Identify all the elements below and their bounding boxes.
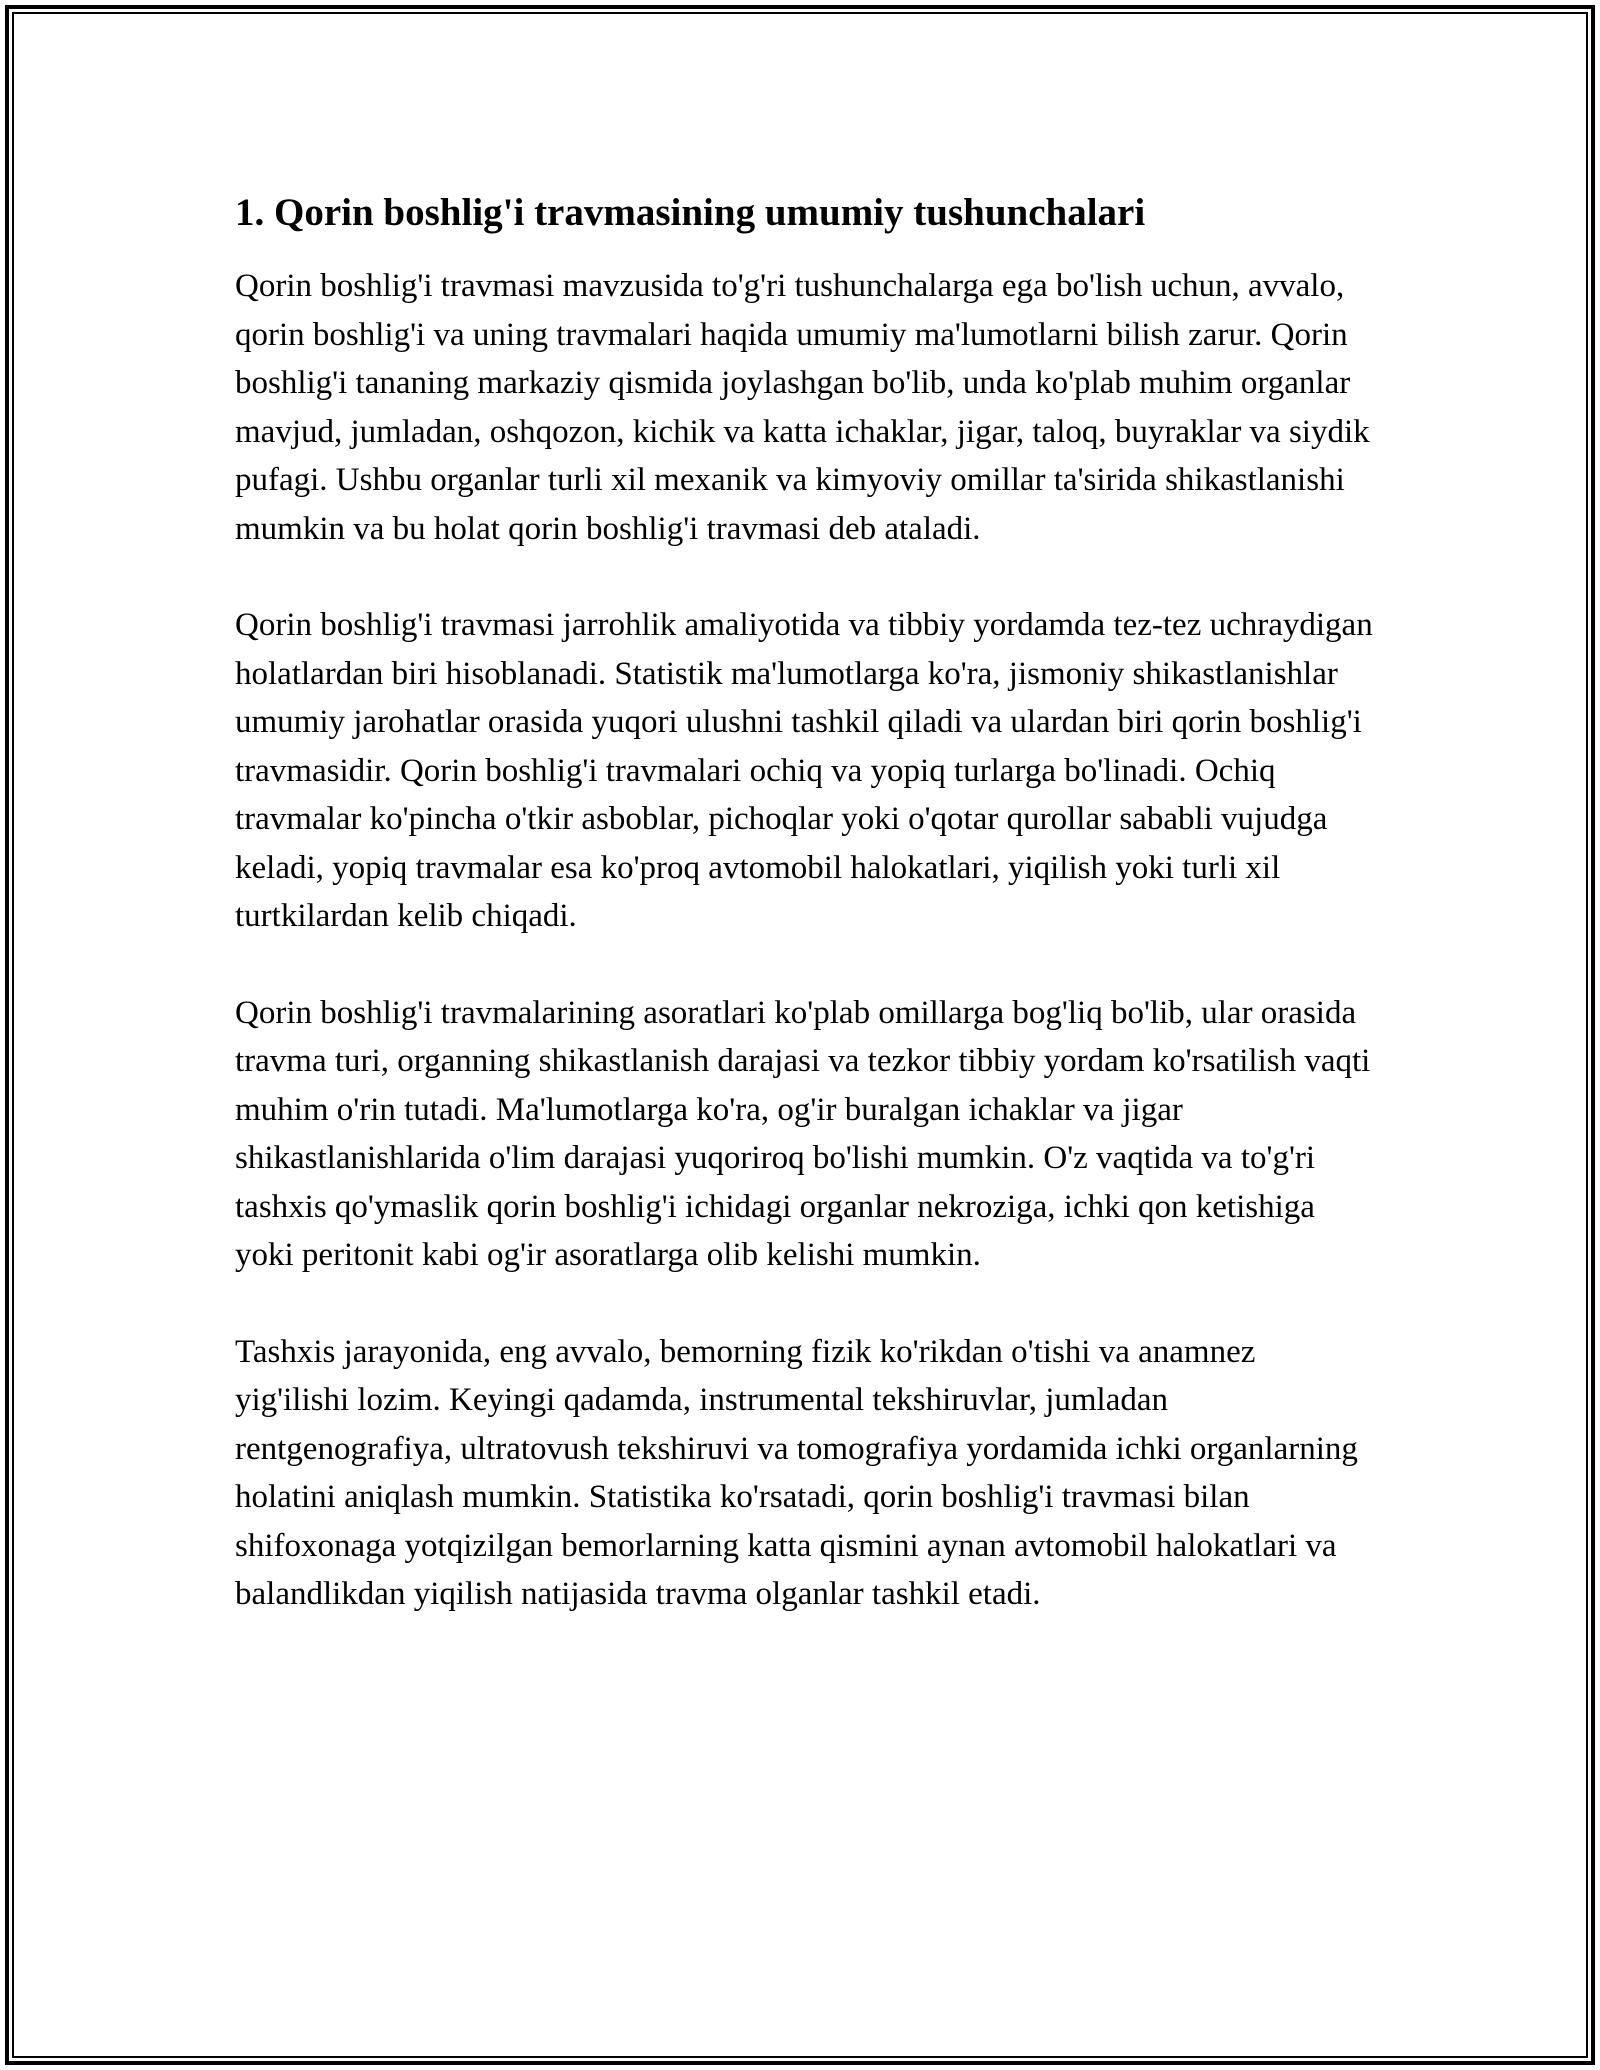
- paragraph: Qorin boshlig'i travmasi jarrohlik amaliyotida va tibbiy yordamda tez-tez uchraydigan holatlardan biri hisoblanadi. Statistik ma'lumotlarga ko'ra, jismoniy shikastlanishlar umumiy jarohatlar orasida yuqori ulushni tashkil qiladi va ulardan biri qorin boshlig'i travmasidir. Qorin boshlig'i travmalari ochiq va yopiq turlarga bo'linadi. Ochiq travmalar ko'pincha o'tkir asboblar, pichoqlar yoki o'qotar qurollar sababli vujudga keladi, yopiq travmalar esa ko'proq avtomobil halokatlari, yiqilish yoki turli xil turtkilardan kelib chiqadi.: [235, 607, 1373, 934]
- paragraph: Qorin boshlig'i travmalarining asoratlari ko'plab omillarga bog'liq bo'lib, ular orasida travma turi, organning shikastlanish darajasi va tezkor tibbiy yordam ko'rsatilish vaqti muhim o'rin tutadi. Ma'lumotlarga ko'ra, og'ir buralgan ichaklar va jigar shikastlanishlarida o'lim darajasi yuqoriroq bo'lishi mumkin. O'z vaqtida va to'g'ri tashxis qo'ymaslik qorin boshlig'i ichidagi organlar nekroziga, ichki qon ketishiga yoki peritonit kabi og'ir asoratlarga olib kelishi mumkin.: [235, 994, 1371, 1273]
- paragraph: Qorin boshlig'i travmasi mavzusida to'g'ri tushunchalarga ega bo'lish uchun, avvalo, qorin boshlig'i va uning travmalari haqida umumiy ma'lumotlarni bilish zarur. Qorin boshlig'i tananing markaziy qismida joylashgan bo'lib, unda ko'plab muhim organlar mavjud, jumladan, oshqozon, kichik va katta ichaklar, jigar, taloq, buyraklar va siydik pufagi. Ushbu organlar turli xil mexanik va kimyoviy omillar ta'sirida shikastlanishi mumkin va bu holat qorin boshlig'i travmasi deb ataladi.: [235, 268, 1370, 547]
- section-heading: 1. Qorin boshlig'i travmasining umumiy tushunchalari: [235, 191, 1146, 234]
- paragraph: Tashxis jarayonida, eng avvalo, bemorning fizik ko'rikdan o'tishi va anamnez yig'ilishi lozim. Keyingi qadamda, instrumental tekshiruvlar, jumladan rentgenografiya, ultratovush tekshiruvi va tomografiya yordamida ichki organlarning holatini aniqlash mumkin. Statistika ko'rsatadi, qorin boshlig'i travmasi bilan shifoxonaga yotqizilgan bemorlarning katta qismini aynan avtomobil halokatlari va balandlikdan yiqilish natijasida travma olganlar tashkil etadi.: [235, 1333, 1358, 1612]
- document-body: [235, 186, 1375, 1667]
